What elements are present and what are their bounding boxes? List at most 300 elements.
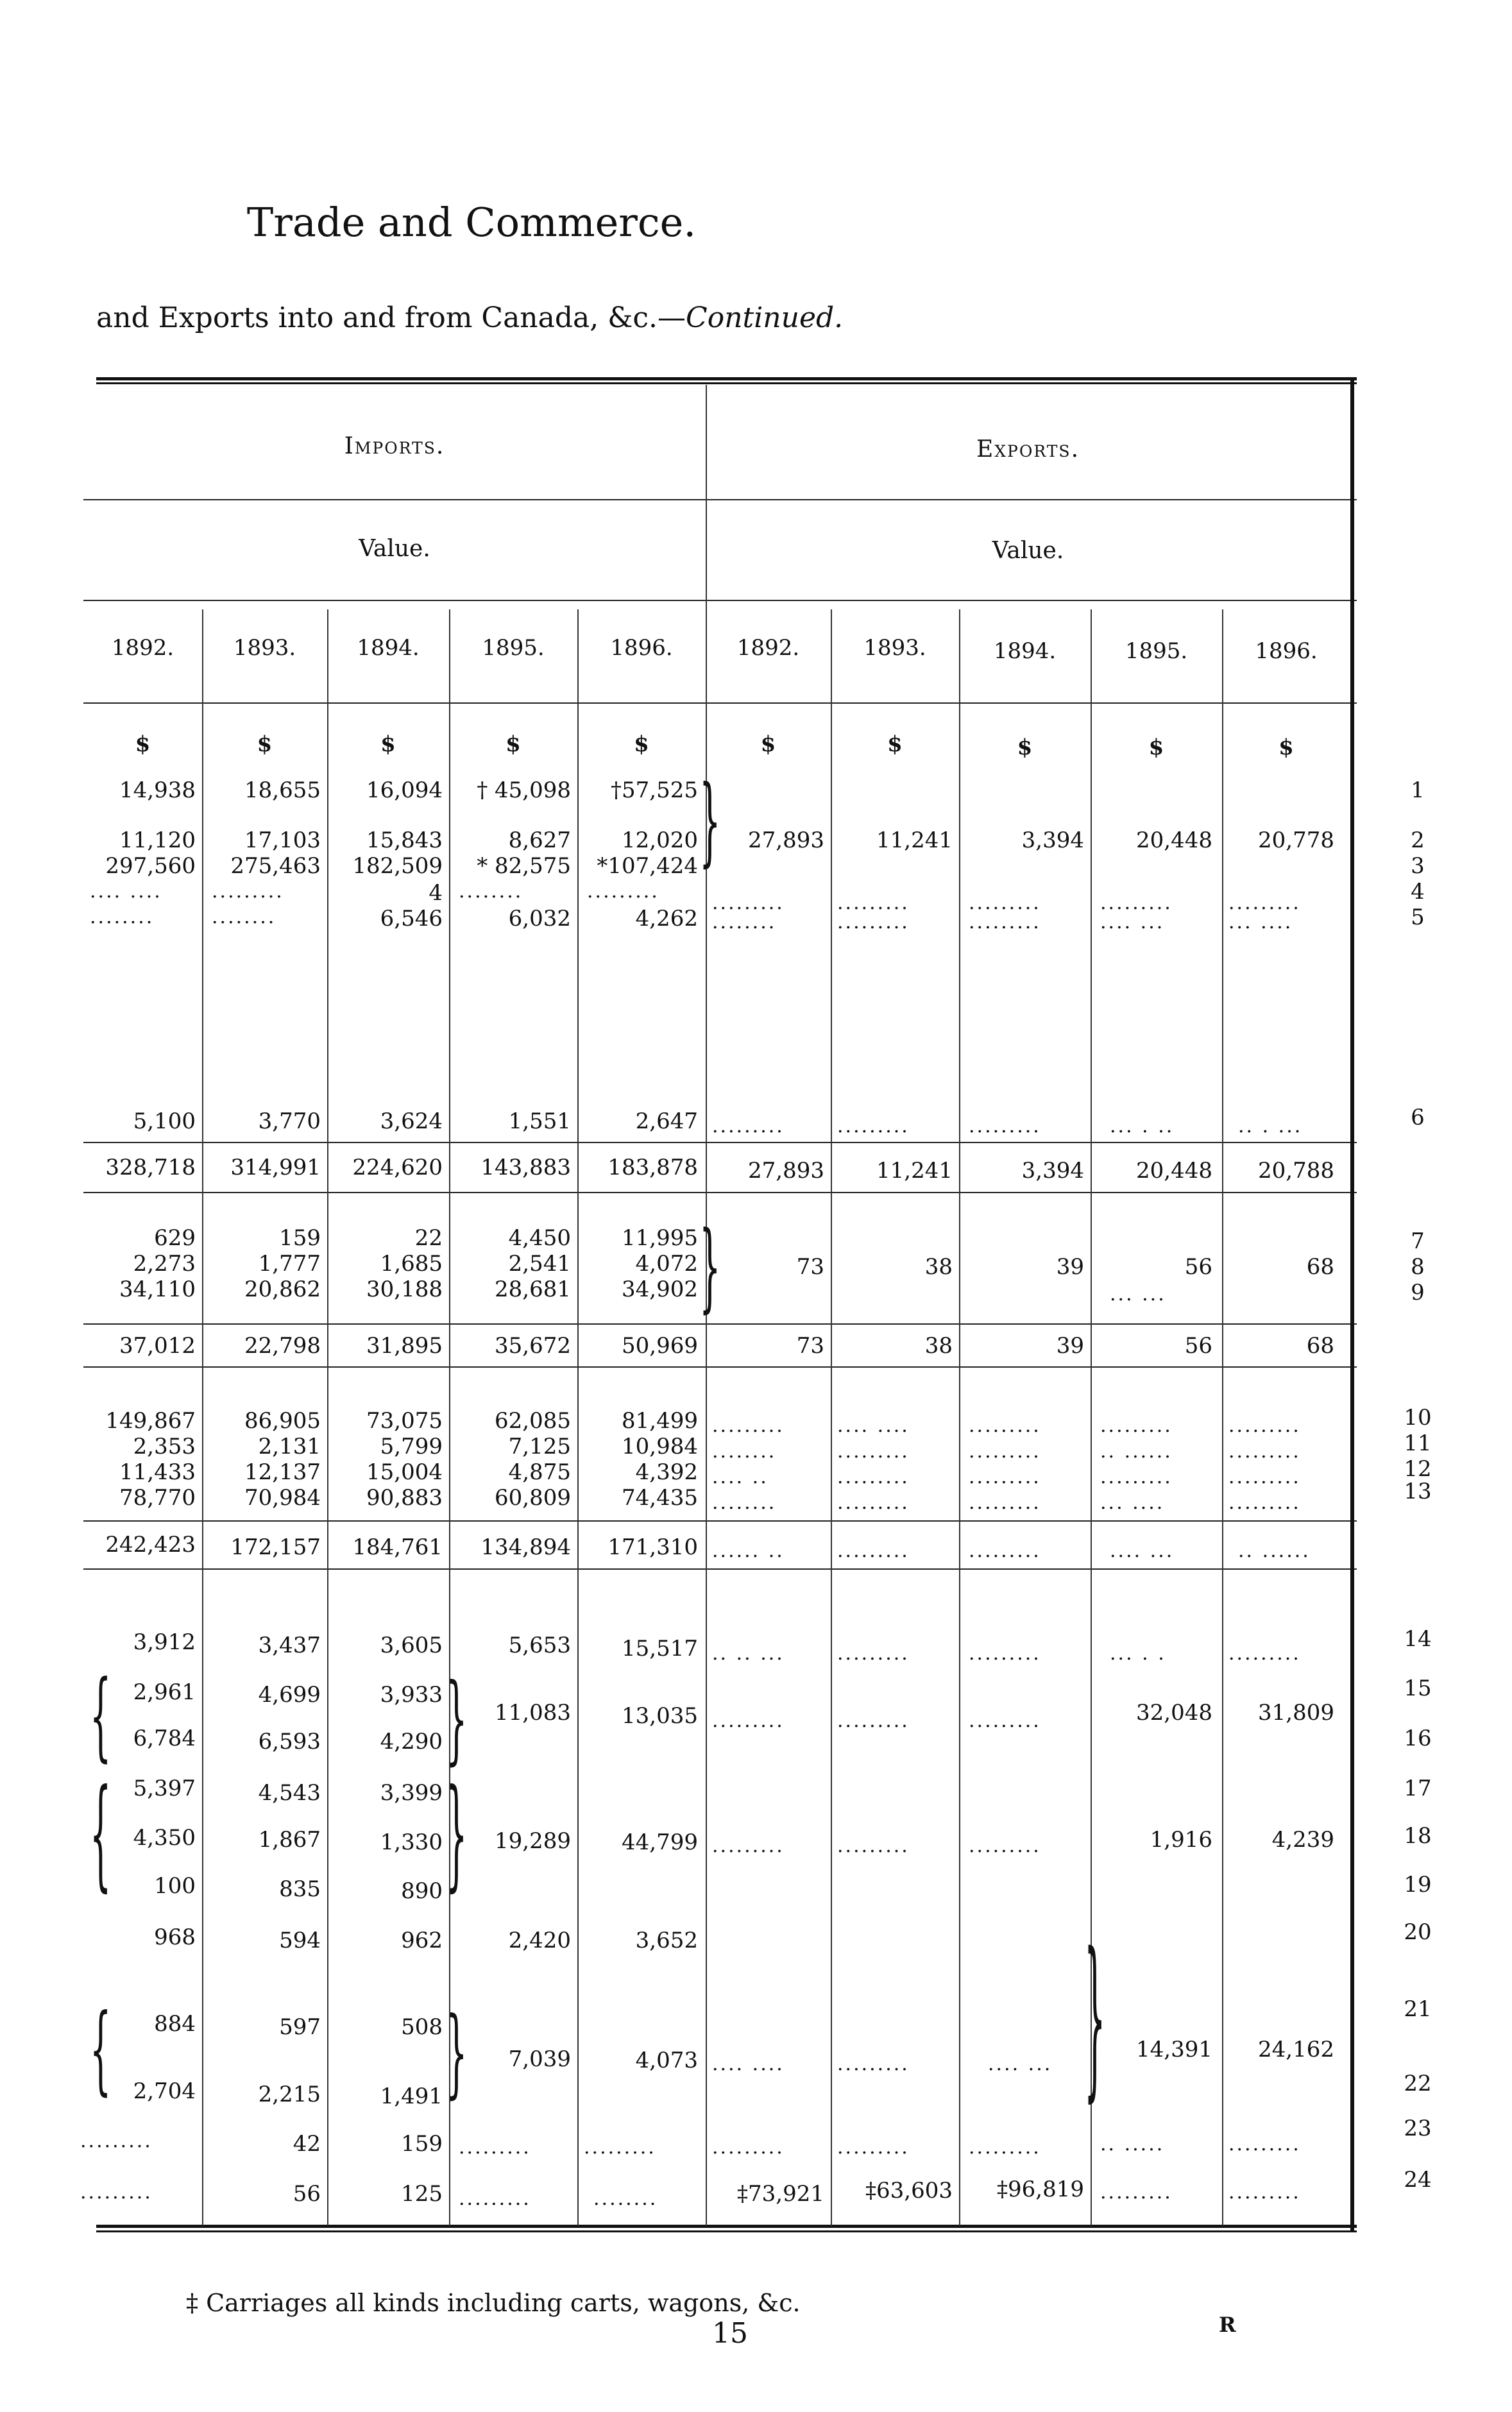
table-cell: 10,984 <box>622 1434 698 1459</box>
table-cell: 6,546 <box>380 906 443 931</box>
total-cell: 183,878 <box>607 1155 698 1180</box>
leader-dots: ........ <box>593 2187 658 2210</box>
leader-dots: ... ... <box>1110 1283 1166 1305</box>
table-cell: 5,799 <box>380 1434 443 1459</box>
table-cell: † 45,098 <box>477 777 571 803</box>
leader-dots: ......... <box>587 880 659 903</box>
leader-dots: ......... <box>1228 2133 1301 2155</box>
leader-dots: ...... .. <box>712 1540 785 1562</box>
line-number: 7 <box>1411 1228 1425 1254</box>
leader-dots: ......... <box>1228 1414 1301 1437</box>
table-cell: 19,289 <box>495 1828 571 1854</box>
table-cell: 4,073 <box>635 2048 698 2073</box>
total-cell: 224,620 <box>352 1155 443 1180</box>
table-cell: 968 <box>154 1924 196 1950</box>
table-cell: 1,491 <box>380 2084 443 2109</box>
table-cell: 2,353 <box>133 1434 196 1459</box>
leader-dots: ......... <box>1228 2181 1301 2204</box>
total-cell: 50,969 <box>622 1333 698 1359</box>
line-number: 11 <box>1404 1431 1432 1456</box>
header-rule-1 <box>83 499 1357 500</box>
imports-heading: Imports. <box>344 433 445 459</box>
header-rule-3 <box>83 702 1357 704</box>
line-number: 12 <box>1404 1456 1432 1482</box>
imports-value-heading: Value. <box>359 536 430 562</box>
table-cell: 2,273 <box>133 1251 196 1277</box>
table-cell: 81,499 <box>622 1408 698 1434</box>
leader-dots: ......... <box>969 1466 1041 1488</box>
page-number: 15 <box>712 2317 748 2350</box>
table-cell: ‡73,921 <box>737 2181 824 2207</box>
year-header: 1894. <box>357 635 420 661</box>
table-cell: 20,448 <box>1136 828 1212 853</box>
leader-dots: ......... <box>837 892 910 914</box>
currency-sign: $ <box>1017 735 1033 760</box>
currency-sign: $ <box>760 731 776 757</box>
leader-dots: ......... <box>584 2136 656 2159</box>
leader-dots: ......... <box>837 911 910 933</box>
table-cell: 149,867 <box>105 1408 196 1434</box>
table-cell: 11,433 <box>119 1459 196 1485</box>
table-cell: 1,330 <box>380 1830 443 1855</box>
table-cell: 17,103 <box>244 828 321 853</box>
year-header: 1896. <box>610 635 673 661</box>
table-cell: 508 <box>401 2014 443 2040</box>
leader-dots: ......... <box>712 1414 785 1437</box>
leader-dots: .... .. <box>712 1466 769 1488</box>
table-cell: 90,883 <box>366 1485 443 1511</box>
leader-dots: ......... <box>969 1540 1041 1562</box>
leader-dots: ......... <box>459 2136 531 2159</box>
currency-sign: $ <box>1278 735 1294 760</box>
table-cell: 2,215 <box>258 2082 321 2107</box>
table-cell: * 82,575 <box>477 853 571 879</box>
table-right-border <box>1350 378 1354 2232</box>
table-cell: 2,704 <box>133 2078 196 2104</box>
line-number: 14 <box>1404 1626 1432 1652</box>
table-cell: 74,435 <box>622 1485 698 1511</box>
year-header: 1893. <box>233 635 296 661</box>
table-cell: 629 <box>154 1225 196 1251</box>
leader-dots: ........ <box>712 1491 777 1514</box>
line-number: 2 <box>1411 828 1425 853</box>
table-cell: 1,777 <box>258 1251 321 1277</box>
brace-right: } <box>446 1663 468 1775</box>
table-cell: 31,809 <box>1258 1700 1334 1726</box>
table-cell: 3,624 <box>380 1108 443 1134</box>
leader-dots: ........ <box>712 1440 777 1463</box>
total-cell: 134,894 <box>480 1534 571 1560</box>
brace-left: { <box>90 1660 112 1772</box>
total-cell: 37,012 <box>119 1333 196 1359</box>
brace-left: { <box>90 1994 112 2105</box>
table-cell: 14,391 <box>1136 2037 1212 2062</box>
leader-dots: ......... <box>1228 1466 1301 1488</box>
leader-dots: .... .... <box>90 880 162 903</box>
currency-sign: $ <box>634 731 649 757</box>
leader-dots: ......... <box>837 1540 910 1562</box>
table-cell: 42 <box>293 2131 321 2157</box>
table-cell: 60,809 <box>495 1485 571 1511</box>
table-cell: 3,933 <box>380 1682 443 1708</box>
table-cell: 11,995 <box>622 1225 698 1251</box>
line-number: 19 <box>1404 1872 1432 1898</box>
brace-left: { <box>90 1764 112 1904</box>
brace-right: } <box>446 1997 468 2109</box>
table-cell: 182,509 <box>352 853 443 879</box>
leader-dots: ......... <box>969 1491 1041 1514</box>
table-cell: 1,551 <box>508 1108 571 1134</box>
table-cell: 73 <box>796 1254 824 1280</box>
currency-sign: $ <box>135 731 151 757</box>
line-number: 16 <box>1404 1726 1432 1751</box>
line-number: 15 <box>1404 1676 1432 1701</box>
leader-dots: ......... <box>969 2136 1041 2159</box>
table-cell: 5,653 <box>508 1633 571 1658</box>
table-cell: 15,517 <box>622 1636 698 1661</box>
table-cell: 11,120 <box>119 828 196 853</box>
line-number: 1 <box>1411 777 1425 803</box>
table-cell: 16,094 <box>366 777 443 803</box>
col-sep <box>449 609 450 2226</box>
total-cell: 56 <box>1184 1333 1212 1359</box>
table-cell: 20,778 <box>1258 828 1334 853</box>
leader-dots: ......... <box>837 1642 910 1665</box>
leader-dots: ......... <box>1100 2181 1173 2204</box>
table-cell: 4,543 <box>258 1780 321 1806</box>
table-cell: 1,916 <box>1150 1827 1212 1853</box>
table-cell: 890 <box>401 1878 443 1904</box>
table-cell: 2,541 <box>508 1251 571 1277</box>
leader-dots: ........ <box>90 906 155 928</box>
line-number: 17 <box>1404 1776 1432 1801</box>
total-cell: 242,423 <box>105 1532 196 1558</box>
total-cell: 171,310 <box>607 1534 698 1560</box>
table-cell: 18,655 <box>244 777 321 803</box>
table-cell: 56 <box>1184 1254 1212 1280</box>
table-cell: 20,862 <box>244 1277 321 1302</box>
leader-dots: ......... <box>80 2130 153 2152</box>
table-cell: 15,004 <box>366 1459 443 1485</box>
table-top-rule-2 <box>96 382 1357 384</box>
total-cell: 3,394 <box>1021 1158 1084 1184</box>
leader-dots: ......... <box>1228 1440 1301 1463</box>
line-number: 21 <box>1404 1996 1432 2022</box>
leader-dots: ......... <box>712 1115 785 1137</box>
table-cell: 835 <box>279 1876 321 1902</box>
total-cell: 27,893 <box>748 1158 824 1184</box>
total-cell: 39 <box>1056 1333 1084 1359</box>
table-cell: 38 <box>924 1254 953 1280</box>
leader-dots: ... .... <box>1100 1491 1165 1514</box>
leader-dots: ......... <box>1100 892 1173 914</box>
leader-dots: .. .. ... <box>712 1642 785 1665</box>
leader-dots: .. ...... <box>1238 1540 1311 1562</box>
table-cell: 159 <box>279 1225 321 1251</box>
total-cell: 184,761 <box>352 1534 443 1560</box>
line-number: 22 <box>1404 2071 1432 2096</box>
table-cell: 159 <box>401 2131 443 2157</box>
table-cell: 28,681 <box>495 1277 571 1302</box>
leader-dots: ......... <box>969 892 1041 914</box>
brace-right: } <box>1084 1917 1106 2118</box>
line-number: 4 <box>1411 879 1425 904</box>
table-cell: 5,100 <box>133 1108 196 1134</box>
leader-dots: ......... <box>712 2136 785 2159</box>
table-cell: 86,905 <box>244 1408 321 1434</box>
total-cell: 22,798 <box>244 1333 321 1359</box>
total-cell: 11,241 <box>876 1158 953 1184</box>
table-cell: 275,463 <box>230 853 321 879</box>
table-cell: 3,394 <box>1021 828 1084 853</box>
line-number: 23 <box>1404 2116 1432 2141</box>
leader-dots: .... ... <box>988 2053 1053 2075</box>
year-header: 1892. <box>111 635 174 661</box>
total-cell: 172,157 <box>230 1534 321 1560</box>
total-rule-2a <box>83 1323 1357 1325</box>
col-sep <box>1222 609 1223 2226</box>
table-cell: 4,350 <box>133 1825 196 1851</box>
table-cell: 27,893 <box>748 828 824 853</box>
table-cell: *107,424 <box>597 853 698 879</box>
line-number: 9 <box>1411 1280 1425 1305</box>
line-number: 18 <box>1404 1823 1432 1849</box>
line-number: 13 <box>1404 1479 1432 1504</box>
leader-dots: ......... <box>969 1642 1041 1665</box>
leader-dots: ......... <box>80 2181 153 2204</box>
footnote: ‡ Carriages all kinds including carts, wagons, &c. <box>186 2289 801 2317</box>
currency-sign: $ <box>505 731 521 757</box>
total-cell: 31,895 <box>366 1333 443 1359</box>
leader-dots: ......... <box>712 892 785 914</box>
col-sep <box>959 609 960 2226</box>
line-number: 10 <box>1404 1405 1432 1431</box>
leader-dots: ......... <box>212 880 284 903</box>
subtitle-continued: Continued. <box>686 302 844 334</box>
brace-right: } <box>446 1764 468 1904</box>
leader-dots: .... ... <box>1110 1540 1175 1562</box>
table-cell: 4,072 <box>635 1251 698 1277</box>
table-cell: 2,131 <box>258 1434 321 1459</box>
leader-dots: ........ <box>712 911 777 933</box>
col-sep <box>327 609 328 2226</box>
table-cell: 3,399 <box>380 1780 443 1806</box>
table-cell: 4,290 <box>380 1729 443 1754</box>
currency-sign: $ <box>887 731 903 757</box>
table-cell: 44,799 <box>622 1830 698 1855</box>
page-subtitle <box>96 302 843 334</box>
leader-dots: ......... <box>1228 1642 1301 1665</box>
leader-dots: ......... <box>969 1440 1041 1463</box>
table-cell: 6,784 <box>133 1726 196 1751</box>
col-sep <box>831 609 832 2226</box>
table-cell: 12,020 <box>622 828 698 853</box>
table-cell: 73,075 <box>366 1408 443 1434</box>
table-cell: 594 <box>279 1928 321 1953</box>
table-cell: 884 <box>154 2011 196 2037</box>
table-cell: 5,397 <box>133 1776 196 1801</box>
leader-dots: ......... <box>969 1115 1041 1137</box>
page-title: Trade and Commerce. <box>246 199 697 246</box>
table-cell: 32,048 <box>1136 1700 1212 1726</box>
total-cell: 20,448 <box>1136 1158 1212 1184</box>
table-cell: 1,685 <box>380 1251 443 1277</box>
year-header: 1894. <box>993 638 1057 664</box>
leader-dots: ... .... <box>1228 911 1293 933</box>
brace-right: } <box>699 765 721 877</box>
table-top-rule <box>96 377 1357 380</box>
table-cell: 78,770 <box>119 1485 196 1511</box>
subtitle-main: and Exports into and from Canada, &c.— <box>96 302 686 334</box>
total-rule-1b <box>83 1192 1357 1193</box>
table-cell: 39 <box>1056 1254 1084 1280</box>
leader-dots: ......... <box>459 2187 531 2210</box>
table-cell: 30,188 <box>366 1277 443 1302</box>
table-cell: 3,605 <box>380 1633 443 1658</box>
table-cell: 4,875 <box>508 1459 571 1485</box>
table-cell: 4,699 <box>258 1682 321 1708</box>
year-header: 1895. <box>1125 638 1188 664</box>
year-header: 1893. <box>863 635 926 661</box>
leader-dots: .... .... <box>712 2053 785 2075</box>
leader-dots: ......... <box>837 1710 910 1732</box>
table-cell: 1,867 <box>258 1827 321 1853</box>
table-cell: 12,137 <box>244 1459 321 1485</box>
table-cell: 100 <box>154 1873 196 1899</box>
table-cell: 125 <box>401 2181 443 2207</box>
leader-dots: ......... <box>969 1710 1041 1732</box>
table-cell: 2,420 <box>508 1928 571 1953</box>
currency-sign: $ <box>1148 735 1164 760</box>
brace-right: } <box>699 1211 721 1323</box>
leader-dots: ......... <box>1100 1414 1173 1437</box>
table-bottom-rule <box>96 2225 1357 2228</box>
total-rule-3b <box>83 1568 1357 1570</box>
table-cell: 962 <box>401 1928 443 1953</box>
table-cell: 34,902 <box>622 1277 698 1302</box>
leader-dots: ......... <box>1228 1491 1301 1514</box>
currency-sign: $ <box>257 731 273 757</box>
table-cell: 4 <box>429 880 443 906</box>
table-cell: 2,647 <box>635 1108 698 1134</box>
total-cell: 314,991 <box>230 1155 321 1180</box>
table-cell: 297,560 <box>105 853 196 879</box>
leader-dots: .... ... <box>1100 911 1165 933</box>
table-cell: 24,162 <box>1258 2037 1334 2062</box>
line-number: 5 <box>1411 904 1425 930</box>
header-rule-2 <box>83 600 1357 601</box>
table-cell: 8,627 <box>508 828 571 853</box>
total-cell: 73 <box>796 1333 824 1359</box>
table-cell: 14,938 <box>119 777 196 803</box>
total-cell: 68 <box>1306 1333 1334 1359</box>
leader-dots: ......... <box>837 1491 910 1514</box>
leader-dots: ......... <box>837 1440 910 1463</box>
total-cell: 328,718 <box>105 1155 196 1180</box>
table-cell: 4,239 <box>1271 1827 1334 1853</box>
table-cell: 70,984 <box>244 1485 321 1511</box>
table-cell: 3,652 <box>635 1928 698 1953</box>
leader-dots: ......... <box>969 1414 1041 1437</box>
leader-dots: ......... <box>837 2136 910 2159</box>
total-rule-2b <box>83 1366 1357 1368</box>
leader-dots: .... .... <box>837 1414 910 1437</box>
table-cell: 34,110 <box>119 1277 196 1302</box>
total-rule-3a <box>83 1520 1357 1522</box>
line-number: 6 <box>1411 1105 1425 1130</box>
table-cell: 11,241 <box>876 828 953 853</box>
table-cell: 4,262 <box>635 906 698 931</box>
table-cell: 2,961 <box>133 1679 196 1705</box>
leader-dots: ......... <box>1100 1466 1173 1488</box>
table-cell: 68 <box>1306 1254 1334 1280</box>
leader-dots: .. . ... <box>1238 1115 1303 1137</box>
table-cell: 13,035 <box>622 1703 698 1729</box>
year-header: 1892. <box>736 635 800 661</box>
leader-dots: ......... <box>837 1115 910 1137</box>
total-cell: 38 <box>924 1333 953 1359</box>
table-bottom-rule-2 <box>96 2230 1357 2232</box>
table-cell: 6,032 <box>508 906 571 931</box>
currency-sign: $ <box>380 731 396 757</box>
table-cell: 11,083 <box>495 1700 571 1726</box>
signature-mark: R <box>1219 2313 1236 2337</box>
total-cell: 20,788 <box>1258 1158 1334 1184</box>
table-cell: 62,085 <box>495 1408 571 1434</box>
leader-dots: ......... <box>1228 892 1301 914</box>
leader-dots: ........ <box>212 906 276 928</box>
col-sep <box>577 609 579 2226</box>
leader-dots: .. ...... <box>1100 1440 1173 1463</box>
leader-dots: ... . .. <box>1110 1115 1175 1137</box>
leader-dots: ......... <box>712 1710 785 1732</box>
table-cell: 15,843 <box>366 828 443 853</box>
col-sep <box>202 609 203 2226</box>
exports-value-heading: Value. <box>992 538 1064 564</box>
table-cell: 6,593 <box>258 1729 321 1754</box>
exports-heading: Exports. <box>976 436 1080 463</box>
year-header: 1896. <box>1255 638 1318 664</box>
total-rule-1a <box>83 1142 1357 1143</box>
leader-dots: ......... <box>712 1835 785 1857</box>
table-cell: 22 <box>414 1225 443 1251</box>
year-header: 1895. <box>482 635 545 661</box>
leader-dots: .. ..... <box>1100 2133 1165 2155</box>
line-number: 24 <box>1404 2167 1432 2193</box>
total-cell: 143,883 <box>480 1155 571 1180</box>
line-number: 3 <box>1411 853 1425 879</box>
table-cell: 7,039 <box>508 2046 571 2072</box>
leader-dots: ......... <box>837 2053 910 2075</box>
table-cell: 597 <box>279 2014 321 2040</box>
leader-dots: ......... <box>969 911 1041 933</box>
leader-dots: ......... <box>969 1835 1041 1857</box>
total-cell: 35,672 <box>495 1333 571 1359</box>
table-cell: 3,437 <box>258 1633 321 1658</box>
table-cell: 56 <box>293 2181 321 2207</box>
leader-dots: ......... <box>837 1835 910 1857</box>
table-cell: ‡63,603 <box>865 2178 953 2204</box>
table-cell: 3,912 <box>133 1629 196 1655</box>
table-cell: 4,450 <box>508 1225 571 1251</box>
leader-dots: ......... <box>837 1466 910 1488</box>
leader-dots: ........ <box>459 880 523 903</box>
leader-dots: ... . . <box>1110 1642 1166 1665</box>
table-cell: 7,125 <box>508 1434 571 1459</box>
line-number: 8 <box>1411 1254 1425 1280</box>
table-cell: 3,770 <box>258 1108 321 1134</box>
table-cell: †57,525 <box>611 777 698 803</box>
